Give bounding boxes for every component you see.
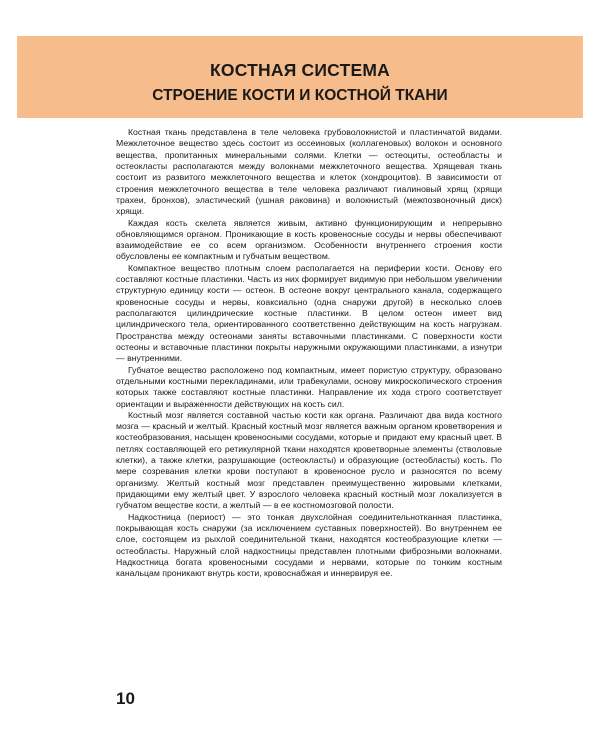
page-number: 10 — [116, 689, 135, 708]
chapter-title: КОСТНАЯ СИСТЕМА — [210, 60, 390, 80]
paragraph-periosteum: Надкостница (периост) — это тонкая двухслойная соединительнотканная пластинка, покрывающая кость снаружи (за исключением суставных поверхностей). Во внутреннем ее слое, состоящем из рыхлой соединительной ткани, находятся костеобразующие клетки — остеобласты. Наружный слой надкостницы представлен плотными фиброзными волокнами. Надкостница богата кровеносными сосудами и нервами, которые по тонким костным канальцам проникают внутрь кости, кровоснабжая и иннервируя ее. — [116, 511, 502, 579]
paragraph-spongy-substance: Губчатое вещество расположено под компактным, имеет пористую структуру, образовано отдельными костными перекладинами, или трабекулами, основу микроскопического строения которых также составляют костные пластинки. Направление их хода строго соответствует ориентации и выраженности действующих на кость сил. — [116, 364, 502, 409]
paragraph-bone-tissue: Костная ткань представлена в теле человека грубоволокнистой и пластинчатой видами. Межклеточное вещество здесь состоит из оссеиновых (коллагеновых) волокон и основного вещества, пропитанных минеральными солями. Клетки — остеоциты, остеобласты и остеокласты располагаются между волокнами межклеточного вещества. Хрящевая ткань состоит из развитого межклеточного вещества и клеток (хондроцитов). В зависимости от строения межклеточного вещества в теле человека различают гиалиновый хрящ (хрящи трахеи, бронхов), эластический (ушная раковина) и волокнистый (межпозвоночный диск) хрящи. — [116, 127, 502, 217]
paragraph-bone-as-organ: Каждая кость скелета является живым, активно функционирующим и непрерывно обновляющимся органом. Проникающие в кость кровеносные сосуды и нервы обеспечивают взаимодействие ее со всем организмом. Особенности внутреннего строения кости обусловлены ее компактным и губчатым веществом. — [116, 217, 502, 262]
section-subtitle: СТРОЕНИЕ КОСТИ И КОСТНОЙ ТКАНИ — [152, 87, 448, 104]
paragraph-bone-marrow: Костный мозг является составной частью кости как органа. Различают два вида костного мозга — красный и желтый. Красный костный мозг является важным органом кроветворения и костеобразования, насыщен кровеносными сосудами, которые и придают ему красный цвет. В петлях составляющей его ретикулярной ткани находятся кроветворные элементы (стволовые клетки), а также клетки, разрушающие (остеокласты) и образующие (остеобласты) кость. По мере созревания клетки крови поступают в кровеносное русло и разносятся по всему организму. Желтый костный мозг представлен преимущественно жировыми клетками, придающими ему желтый цвет. У взрослого человека красный костный мозг локализуется в губчатом веществе кости, а желтый — в ее костномозговой полости. — [116, 409, 502, 511]
body-text — [116, 127, 502, 580]
paragraph-compact-substance: Компактное вещество плотным слоем располагается на периферии кости. Основу его составляют костные пластинки. Часть из них формирует видимую при небольшом увеличении структурную единицу кости — остеон. В остеоне вокруг центрального канала, содержащего кровеносные сосуды и нервы, коаксиально (одна снаружи другой) в несколько слоев располагаются цилиндрические костные пластинки. В целом остеон имеет вид цилиндрического тела, ориентированного соответственно действующим на кость нагрузкам. Пространства между остеонами заняты вставочными пластинками. С поверхности кости остеоны и вставочные пластинки покрыты наружными окружающими пластинками, а изнутри — внутренними. — [116, 262, 502, 364]
header-band — [17, 36, 583, 118]
